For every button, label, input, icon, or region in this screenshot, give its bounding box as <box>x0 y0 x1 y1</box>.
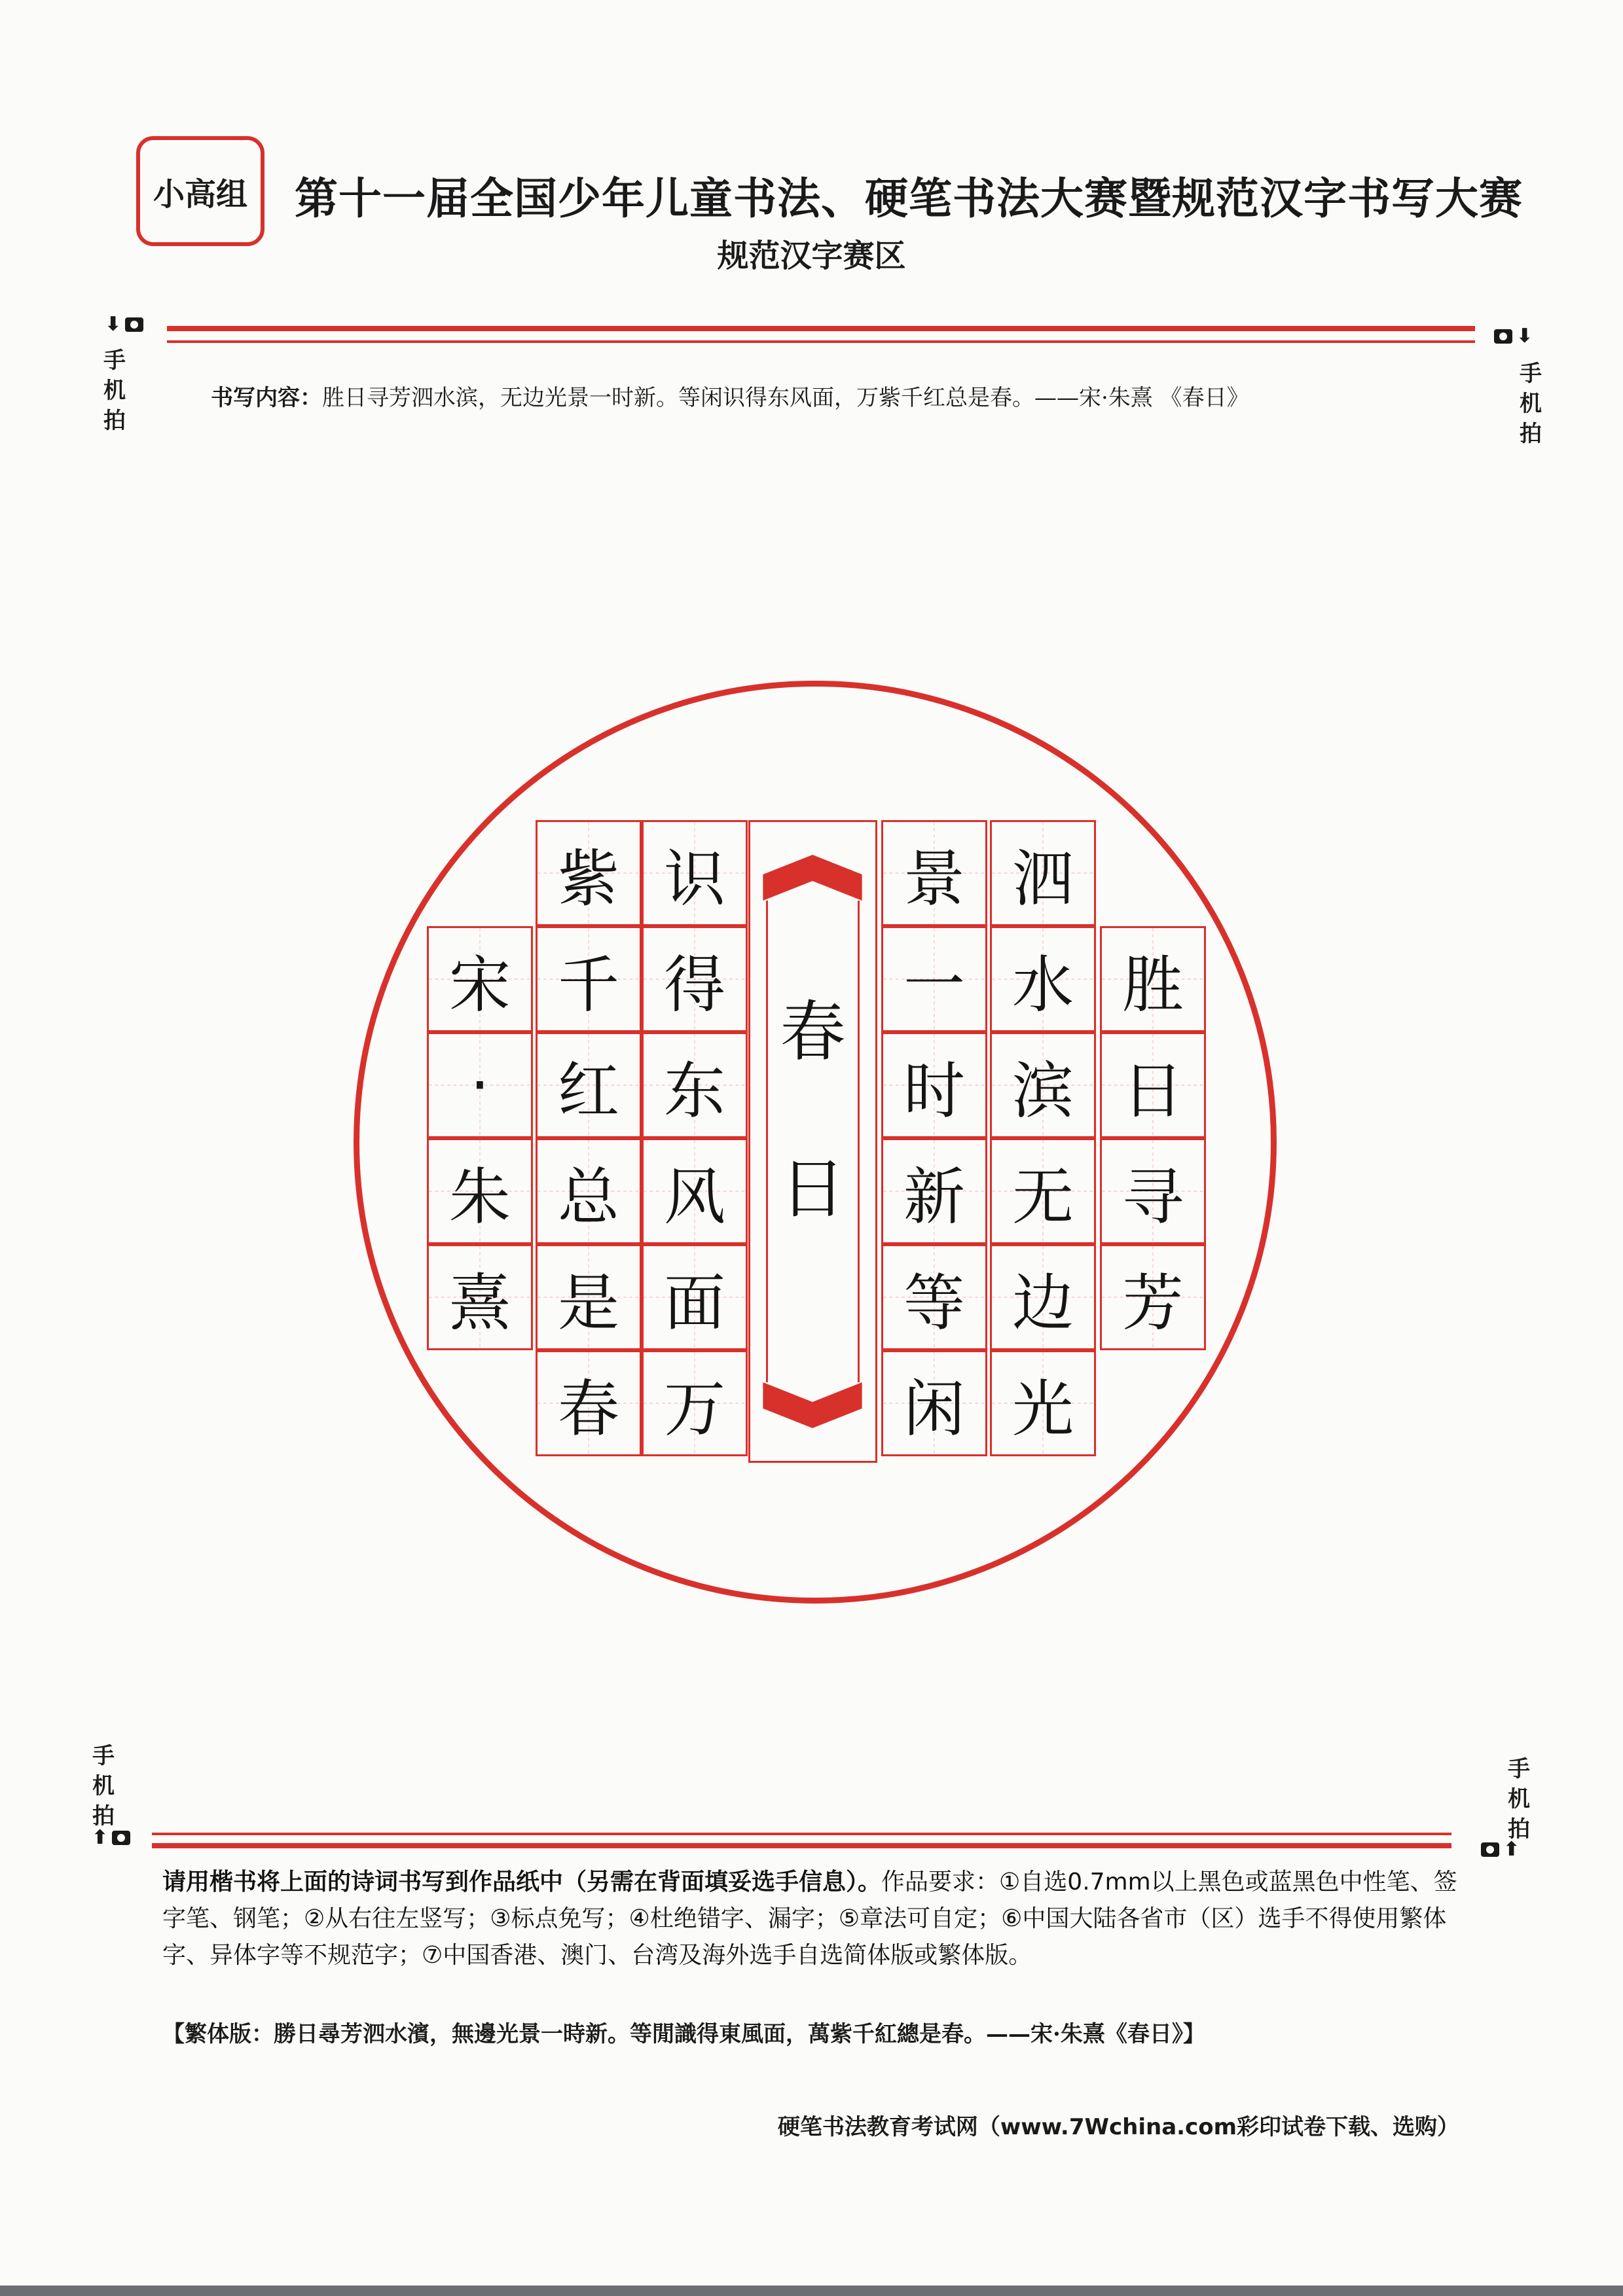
grid-cell <box>536 1138 642 1244</box>
writing-content <box>211 380 1249 412</box>
grid-char: 是 <box>557 1267 619 1339</box>
grid-char: 得 <box>663 949 725 1021</box>
arrow-down-icon: ⬇ <box>1516 325 1533 348</box>
grid-char: 一 <box>903 949 965 1021</box>
bottom-right-camera-marker <box>1481 1838 1520 1861</box>
grid-char: 风 <box>663 1161 725 1233</box>
grid-char: 红 <box>557 1055 619 1127</box>
grid-cell <box>1100 1138 1206 1244</box>
instructions-body: 作品要求：①自选0.7mm以上黑色或蓝黑色中性笔、签字笔、钢笔；②从右往左竖写；③标点免写；④杜绝错字、漏字；⑤章法可自定；⑥中国大陆各省市（区）选手不得使用繁体字、异体字等不规范字；⑦中国香港、澳门、台湾及海外选手自选简体版或繁体版。 <box>162 1869 1457 1969</box>
grid-char: 紫 <box>557 843 619 915</box>
grid-char: 日 <box>1122 1055 1184 1127</box>
grid-char: 面 <box>663 1267 725 1339</box>
arrow-up-icon: ⬆ <box>1503 1838 1520 1861</box>
grid-char: 时 <box>903 1055 965 1127</box>
grid-char: 光 <box>1012 1373 1074 1445</box>
poem-title-column <box>748 820 877 1463</box>
title-char-ri: 日 <box>780 1151 846 1227</box>
grid-cell <box>642 1032 748 1138</box>
grid-char: 等 <box>903 1267 965 1339</box>
grid-char: 芳 <box>1122 1267 1184 1339</box>
grid-cell <box>1100 926 1206 1032</box>
grid-cell <box>1100 1244 1206 1350</box>
grid-char: 滨 <box>1012 1055 1074 1127</box>
grid-cell <box>427 1244 533 1350</box>
group-badge <box>136 136 264 246</box>
grid-cell <box>536 1244 642 1350</box>
page-title: 第十一届全国少年儿童书法、硬笔书法大赛暨规范汉字书写大赛 <box>295 173 1523 224</box>
grid-char: 边 <box>1012 1267 1074 1339</box>
grid-cell <box>642 1138 748 1244</box>
grid-cell <box>990 820 1096 926</box>
grid-char: 宋 <box>448 949 511 1021</box>
arrow-up-icon: ⬆ <box>92 1826 109 1849</box>
grid-cell <box>881 926 987 1032</box>
grid-char: 泗 <box>1012 843 1074 915</box>
bottom-rule-thick <box>152 1843 1451 1848</box>
camera-icon <box>125 317 143 332</box>
grid-cell <box>990 926 1096 1032</box>
grid-char: 朱 <box>448 1161 511 1233</box>
group-badge-label: 小高组 <box>153 175 247 213</box>
bottom-left-phone-label: 手机拍 <box>92 1743 115 1829</box>
grid-cell <box>990 1032 1096 1138</box>
camera-icon <box>1481 1842 1499 1857</box>
instructions-lead: 请用楷书将上面的诗词书写到作品纸中（另需在背面填妥选手信息）。 <box>162 1869 882 1895</box>
grid-char: 千 <box>557 949 619 1021</box>
grid-cell <box>1100 1032 1206 1138</box>
title-ornament-bottom <box>750 1356 875 1435</box>
grid-cell <box>990 1350 1096 1456</box>
grid-char: 东 <box>663 1055 725 1127</box>
grid-cell <box>881 1032 987 1138</box>
grid-cell <box>990 1138 1096 1244</box>
bottom-left-camera-marker <box>92 1826 130 1849</box>
grid-cell <box>881 1138 987 1244</box>
grid-cell <box>881 1350 987 1456</box>
bottom-right-phone-label: 手机拍 <box>1508 1756 1530 1842</box>
top-left-phone-label: 手机拍 <box>103 348 126 434</box>
grid-cell <box>536 1032 642 1138</box>
grid-cell <box>642 1350 748 1456</box>
writing-content-text: 胜日寻芳泗水滨，无边光景一时新。等闲识得东风面，万紫千红总是春。——宋·朱熹 《春日》 <box>322 385 1249 411</box>
writing-content-label: 书写内容： <box>211 385 322 411</box>
grid-char: · <box>470 1049 490 1121</box>
grid-char: 万 <box>663 1373 725 1445</box>
grid-cell <box>881 820 987 926</box>
grid-cell <box>642 1244 748 1350</box>
top-rule-thick <box>167 326 1475 331</box>
top-right-phone-label: 手机拍 <box>1520 361 1542 447</box>
grid-cell <box>642 926 748 1032</box>
grid-cell <box>881 1244 987 1350</box>
page-subtitle: 规范汉字赛区 <box>717 238 906 274</box>
instructions <box>162 1864 1465 1974</box>
grid-char: 熹 <box>448 1267 511 1339</box>
arrow-down-icon: ⬇ <box>105 313 122 336</box>
grid-cell <box>536 926 642 1032</box>
grid-char: 无 <box>1012 1161 1074 1233</box>
grid-cell <box>427 1032 533 1138</box>
grid-char: 新 <box>903 1161 965 1233</box>
footer-website: 硬笔书法教育考试网（www.7Wchina.com彩印试卷下载、选购） <box>777 2114 1459 2140</box>
grid-char: 胜 <box>1122 949 1184 1021</box>
scanner-edge <box>0 2286 1623 2296</box>
grid-cell <box>427 926 533 1032</box>
grid-cell <box>990 1244 1096 1350</box>
camera-icon <box>112 1831 130 1845</box>
grid-char: 识 <box>663 843 725 915</box>
grid-cell <box>642 820 748 926</box>
grid-char: 闲 <box>903 1373 965 1445</box>
grid-char: 总 <box>557 1161 619 1233</box>
title-char-chun: 春 <box>780 994 846 1070</box>
grid-char: 寻 <box>1122 1161 1184 1233</box>
grid-cell <box>536 1350 642 1456</box>
top-right-camera-marker <box>1494 325 1533 348</box>
grid-char: 春 <box>557 1373 619 1445</box>
traditional-version: 【繁体版：勝日尋芳泗水濱，無邊光景一時新。等閒識得東風面，萬紫千紅總是春。——宋·朱熹《春日》】 <box>162 2021 1205 2047</box>
top-left-camera-marker <box>105 313 143 336</box>
bottom-rule-thin <box>152 1833 1451 1835</box>
grid-char: 景 <box>903 843 965 915</box>
grid-cell <box>427 1138 533 1244</box>
top-rule-thin <box>167 340 1475 343</box>
grid-cell <box>536 820 642 926</box>
grid-char: 水 <box>1012 949 1074 1021</box>
camera-icon <box>1494 329 1512 344</box>
